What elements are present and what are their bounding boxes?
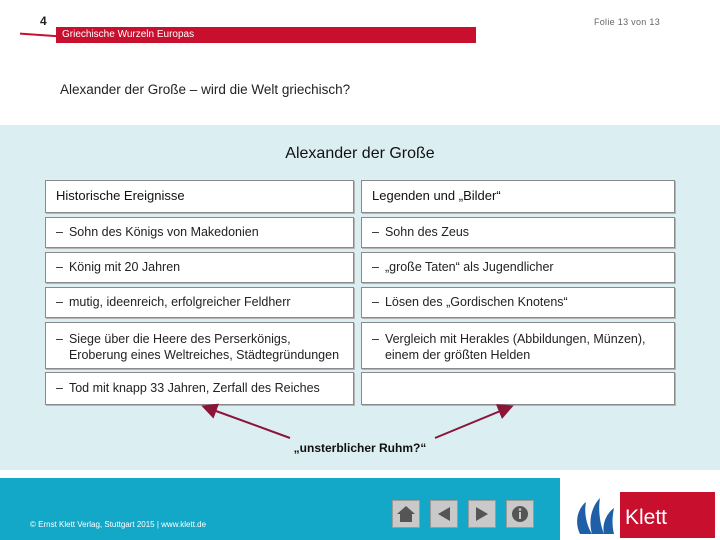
home-button[interactable] — [392, 500, 420, 528]
conclusion-text: „unsterblicher Ruhm?“ — [293, 441, 427, 455]
column-header-legends: Legenden und „Bilder“ — [361, 180, 675, 213]
arrow-right — [435, 407, 510, 438]
table-cell-left: – Sohn des Königs von Makedonien — [45, 217, 354, 248]
info-icon — [510, 504, 530, 524]
table-cell-right: – Sohn des Zeus — [361, 217, 675, 248]
table-heading: Alexander der Große — [285, 145, 435, 162]
klett-logo-text: Klett — [625, 506, 668, 529]
copyright: © Ernst Klett Verlag, Stuttgart 2015 | www.klett.de — [30, 520, 207, 529]
slide-number: 4 — [40, 14, 47, 28]
table-cell-left: – König mit 20 Jahren — [45, 252, 354, 283]
column-header-historical: Historische Ereignisse — [45, 180, 354, 213]
table-cell-left: – Tod mit knapp 33 Jahren, Zerfall des Reiches — [45, 372, 354, 405]
table-cell-right: – „große Taten“ als Jugendlicher — [361, 252, 675, 283]
back-button[interactable] — [430, 500, 458, 528]
back-icon — [435, 505, 453, 523]
home-icon — [396, 505, 416, 523]
slide-subtitle: Alexander der Große – wird die Welt griechisch? — [60, 82, 351, 97]
table-cell-right: – Lösen des „Gordischen Knotens“ — [361, 287, 675, 318]
slide-counter: Folie 13 von 13 — [593, 17, 660, 27]
klett-emblem-icon — [572, 494, 618, 538]
forward-button[interactable] — [468, 500, 496, 528]
info-button[interactable] — [506, 500, 534, 528]
section-title: Griechische Wurzeln Europas — [62, 29, 195, 40]
table-cell-right: – Vergleich mit Herakles (Abbildungen, Münzen), einem der größten Helden — [361, 322, 675, 369]
forward-icon — [473, 505, 491, 523]
arrow-left — [205, 407, 290, 438]
table-cell-left: – mutig, ideenreich, erfolgreicher Feldherr — [45, 287, 354, 318]
table-cell-left: – Siege über die Heere des Perserkönigs, Eroberung eines Weltreiches, Städtegründungen — [45, 322, 354, 369]
